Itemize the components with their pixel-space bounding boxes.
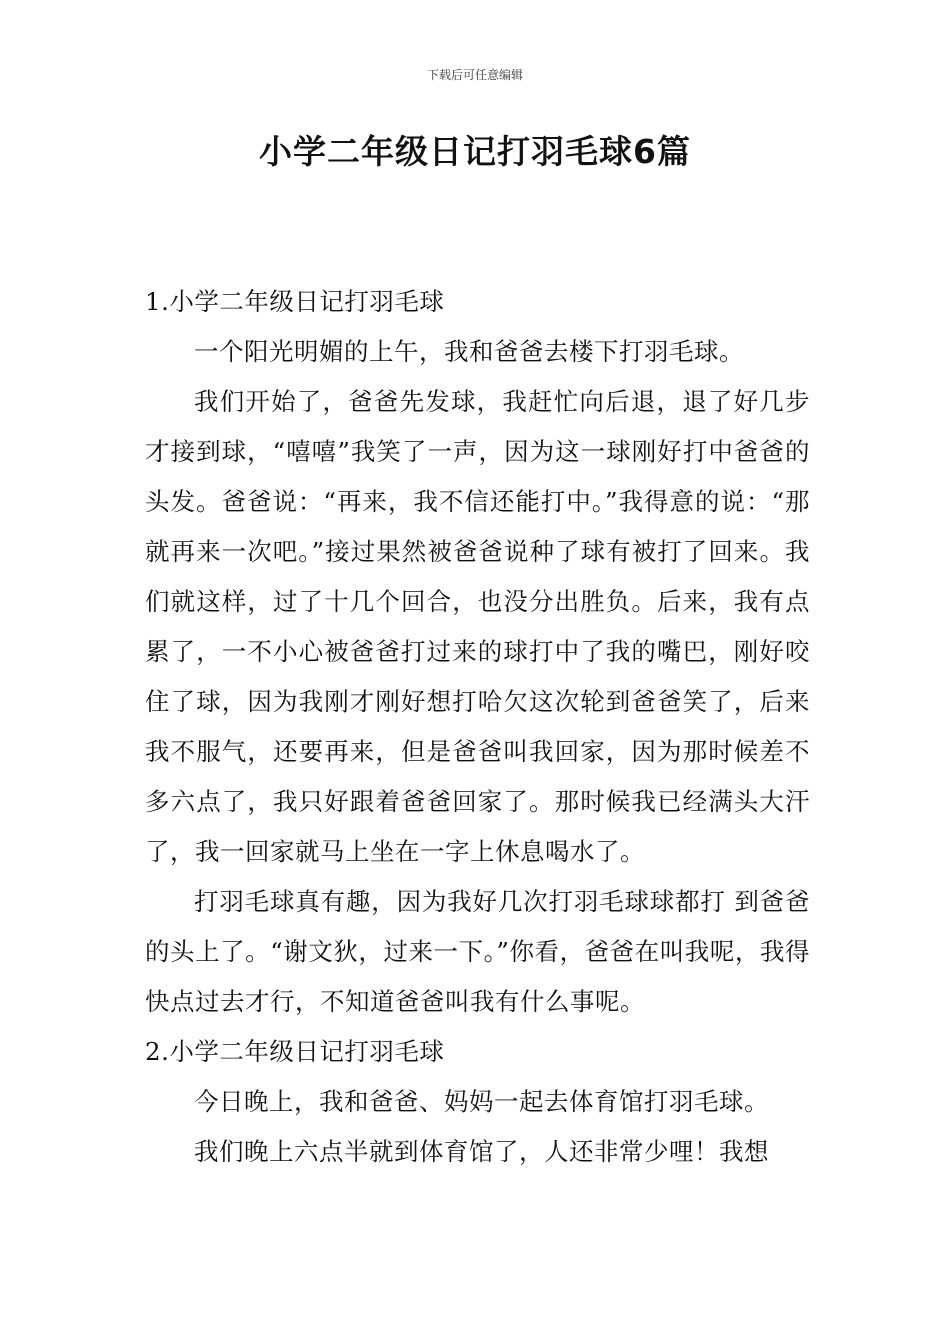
document-body: [145, 277, 810, 1177]
paragraph-2-2: 我们晚上六点半就到体育馆了，人还非常少哩！我想: [194, 1137, 769, 1166]
paragraph-1-1: 一个阳光明媚的上午，我和爸爸去楼下打羽毛球。: [194, 337, 744, 366]
paragraph-1-3: 打羽毛球真有趣，因为我好几次打羽毛球球都打 到爸爸的头上了。“谢文狄，过来一下。”你看，爸爸在叫我呢，我得快点过去才行，不知道爸爸叫我有什么事呢。: [145, 887, 810, 1016]
section-heading-2: 2.小学二年级日记打羽毛球: [145, 1037, 445, 1066]
paragraph-1-2: 我们开始了，爸爸先发球，我赶忙向后退，退了好几步才接到球，“嘻嘻”我笑了一声，因为这一球刚好打中爸爸的头发。爸爸说：“再来，我不信还能打中。”我得意的说：“那就再来一次吧。”接过果然被爸爸说种了球有被打了回来。我们就这样，过了十几个回合，也没分出胜负。后来，我有点累了，一不小心被爸爸打过来的球打中了我的嘴巴，刚好咬住了球，因为我刚才刚好想打哈欠这次轮到爸爸笑了，后来我不服气，还要再来，但是爸爸叫我回家，因为那时候差不多六点了，我只好跟着爸爸回家了。那时候我已经满头大汗了，我一回家就马上坐在一字上休息喝水了。: [145, 387, 810, 866]
document-title: 小学二年级日记打羽毛球6篇: [259, 132, 691, 171]
paragraph-2-1: 今日晚上，我和爸爸、妈妈一起去体育馆打羽毛球。: [194, 1087, 769, 1116]
section-heading-1: 1.小学二年级日记打羽毛球: [145, 287, 445, 316]
header-note: 下载后可任意编辑: [426, 68, 523, 82]
